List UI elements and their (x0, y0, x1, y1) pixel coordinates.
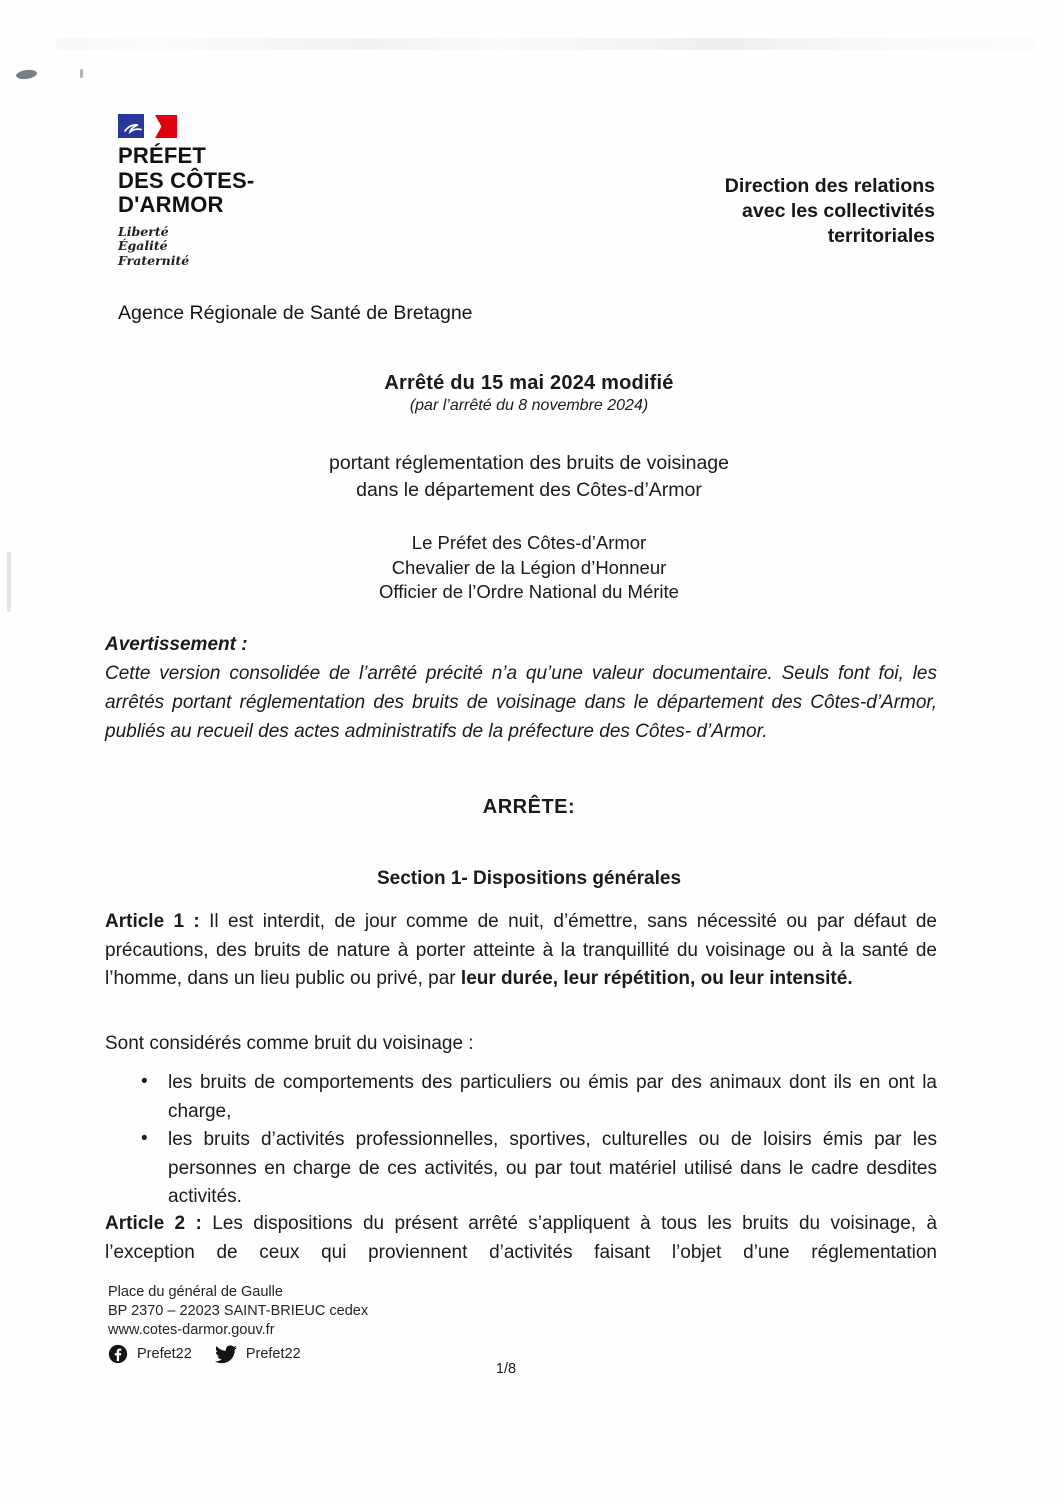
notice-label: Avertissement : (105, 634, 248, 655)
article1-text: Il est interdit, de jour comme de nuit, d’émettre, sans nécessité ou par défaut de précautions, des bruits de nature à porter atteinte à la tranquillité du voisinage ou à la santé de l’homme, dans un lieu public ou privé, par (105, 911, 938, 989)
footer-address-line: Place du général de Gaulle (108, 1284, 283, 1300)
notice-text: Cette version consolidée de l’arrêté précité n’a qu’une valeur documentaire. Seuls font foi, les arrêtés portant réglementation des bruits de voisinage dans le département des Côtes-d’Armor, publiés au recueil des actes administratifs de la préfecture des Côtes- d’Armor. (105, 663, 937, 742)
decree-object-line: portant réglementation des bruits de voisinage (329, 452, 729, 474)
republic-motto (118, 225, 254, 269)
decree-title-subnote: (par l’arrêté du 8 novembre 2024) (409, 397, 649, 414)
prefect-title-line: Chevalier de la Légion d’Honneur (391, 556, 667, 578)
prefecture-name-line: PRÉFET (118, 143, 206, 168)
scan-artifact-band (55, 38, 1035, 50)
motto-line: Fraternité (118, 252, 190, 268)
footer-address (108, 1283, 368, 1364)
prefect-title-line: Officier de l’Ordre National du Mérite (379, 581, 679, 602)
scan-artifact-smudge (80, 69, 83, 78)
motto-line: Liberté (118, 223, 169, 239)
prefecture-logo (118, 114, 254, 268)
bullet-item-text: les bruits d’activités professionnelles, sportives, culturelles ou de loisirs émis par les personnes en charge de ces activités, ou par tout matériel utilisé dans le cadre desdites activités. (168, 1129, 937, 1207)
decree-title: Arrêté du 15 mai 2024 modifié (384, 372, 674, 394)
section1-heading: Section 1- Dispositions générales (376, 868, 682, 889)
footer-address-line: BP 2370 – 22023 SAINT-BRIEUC cedex (108, 1303, 369, 1319)
article2-text: Les dispositions du présent arrêté s’appliquent à tous les bruits du voisinage, à l’exception de ceux qui proviennent d’activités faisant l’objet d’une réglementation (105, 1213, 938, 1263)
scan-artifact-smudge (15, 68, 37, 81)
notice-block (105, 630, 937, 746)
facebook-handle: Prefet22 (137, 1345, 192, 1362)
prefecture-name-line: D'ARMOR (118, 192, 224, 217)
footer-website: www.cotes-darmor.gouv.fr (108, 1322, 275, 1338)
bullet-item (105, 1126, 937, 1212)
article1-paragraph (105, 908, 937, 994)
decree-object (0, 450, 1058, 504)
decree-heading: ARRÊTE: (482, 796, 576, 818)
bullet-item (105, 1069, 937, 1126)
direction-line: avec les collectivités (742, 200, 935, 222)
article2-paragraph (105, 1210, 937, 1267)
direction-line: territoriales (827, 225, 935, 247)
bullet-list (105, 1069, 937, 1212)
article1-label: Article 1 : (105, 911, 200, 932)
bullet-icon: • (141, 1128, 148, 1149)
prefect-title-line: Le Préfet des Côtes-d’Armor (411, 532, 647, 553)
direction-line: Direction des relations (724, 175, 935, 197)
bullet-icon: • (141, 1071, 148, 1092)
twitter-handle: Prefet22 (245, 1345, 301, 1362)
decree-object-line: dans le département des Côtes-d’Armor (356, 479, 702, 501)
prefecture-name-line: DES CÔTES- (118, 167, 255, 193)
french-flag-marianne-icon (118, 114, 180, 139)
agency-line: Agence Régionale de Santé de Bretagne (118, 302, 473, 324)
list-intro: Sont considérés comme bruit du voisinage : (105, 1033, 474, 1054)
article2-label: Article 2 : (105, 1213, 202, 1234)
article1-bold-text: leur durée, leur répétition, ou leur intensité. (460, 968, 853, 989)
motto-line: Égalité (118, 238, 168, 253)
page-number: 1/8 (495, 1361, 517, 1377)
direction-service-block (725, 174, 935, 249)
bullet-item-text: les bruits de comportements des particuliers ou émis par des animaux dont ils en ont la charge, (168, 1072, 937, 1122)
prefecture-name (118, 144, 254, 218)
prefect-titles (0, 531, 1058, 605)
